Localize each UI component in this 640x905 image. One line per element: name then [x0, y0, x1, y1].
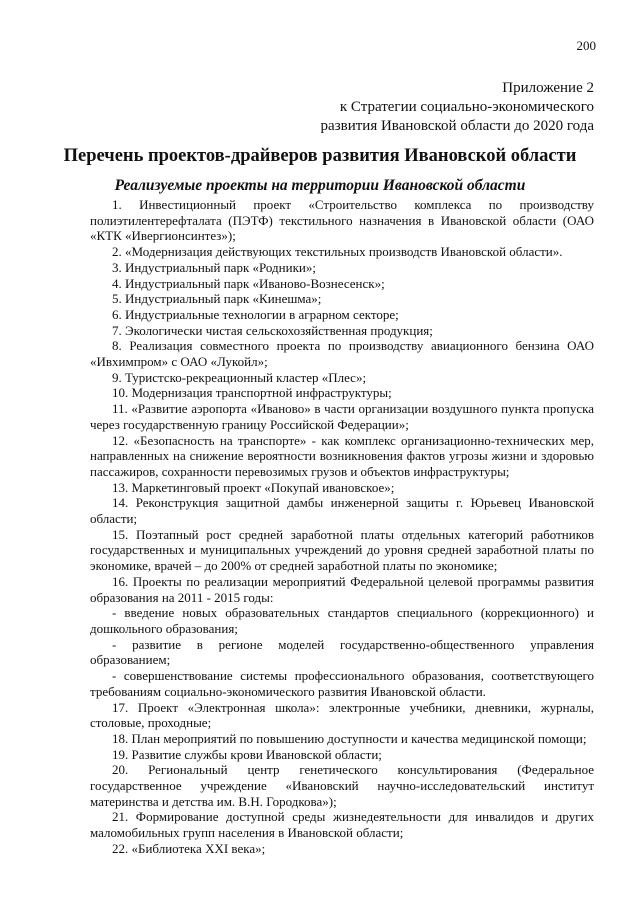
list-item: 1. Инвестиционный проект «Строительство комплекса по производству полиэтилентерефталата (ПЭТФ) текстильного назначения в Ивановской области (ОАО «КТК «Ивергионсинтез»); — [90, 197, 594, 244]
list-item: - развитие в регионе моделей государственно-общественного управления образованием; — [90, 636, 594, 668]
list-item: 12. «Безопасность на транспорте» - как комплекс организационно-технических мер, направленных на снижение вероятности возникновения фактов угрозы жизни и здоровью пассажиров, сохранности перевозимых грузов и объектов инфраструктуры; — [90, 432, 594, 479]
page-number: 200 — [576, 38, 596, 53]
list-item: 14. Реконструкция защитной дамбы инженерной защиты г. Юрьевец Ивановской области; — [90, 495, 594, 527]
list-item: 7. Экологически чистая сельскохозяйственная продукция; — [112, 322, 433, 338]
list-item: 4. Индустриальный парк «Иваново-Вознесенск»; — [112, 275, 385, 291]
document-title: Перечень проектов-драйверов развития Ивановской области — [63, 146, 577, 166]
list-item: 20. Региональный центр генетического консультирования (Федеральное государственное учреждение «Ивановский научно-исследовательский институт материнства и детства им. В.Н. Городкова»); — [90, 762, 594, 809]
list-item: 11. «Развитие аэропорта «Иваново» в части организации воздушного пункта пропуска через государственную границу Российской Федерации»; — [90, 401, 594, 432]
list-item: 22. «Библиотека XXI века»; — [112, 840, 266, 856]
list-item: 18. План мероприятий по повышению доступности и качества медицинской помощи; — [112, 730, 587, 746]
list-item: 2. «Модернизация действующих текстильных производств Ивановской области». — [112, 244, 563, 260]
list-item: 21. Формирование доступной среды жизнедеятельности для инвалидов и других маломобильных групп населения в Ивановской области; — [90, 809, 594, 841]
appendix-line-2: к Стратегии социально-экономического — [339, 99, 594, 115]
list-item: 8. Реализация совместного проекта по производству авиационного бензина ОАО «Ивхимпром» с ОАО «Лукойл»; — [90, 338, 594, 370]
appendix-line-1: Приложение 2 — [502, 80, 594, 96]
list-item: 13. Маркетинговый проект «Покупай ивановское»; — [112, 479, 395, 495]
list-item: 15. Поэтапный рост средней заработной платы отдельных категорий работников государственных и муниципальных учреждений до уровня средней заработной платы по экономике, врачей – до 200% от средней заработной платы по экономике; — [90, 526, 594, 574]
list-item: 9. Туристско-рекреационный кластер «Плес»; — [112, 369, 367, 385]
list-item: - совершенствование системы профессионального образования, соответствующего требованиям социально-экономического развития Ивановской области. — [90, 668, 594, 699]
list-item: 17. Проект «Электронная школа»: электронные учебники, дневники, журналы, столовые, проходные; — [90, 699, 594, 731]
appendix-line-3: развития Ивановской области до 2020 года — [320, 118, 594, 134]
list-item: 19. Развитие службы крови Ивановской области; — [112, 746, 382, 762]
section-subtitle: Реализуемые проекты на территории Ивановской области — [114, 177, 526, 194]
list-item: 6. Индустриальные технологии в аграрном секторе; — [112, 306, 399, 322]
list-item: - введение новых образовательных стандартов специального (коррекционного) и дошкольного образования; — [90, 605, 594, 636]
appendix-header — [321, 79, 594, 136]
list-item: 10. Модернизация транспортной инфраструктуры; — [112, 385, 392, 401]
projects-list — [90, 197, 594, 857]
list-item: 3. Индустриальный парк «Родники»; — [112, 259, 316, 275]
list-item: 16. Проекты по реализации мероприятий Федеральной целевой программы развития образования на 2011 - 2015 годы: — [90, 573, 594, 605]
list-item: 5. Индустриальный парк «Кинешма»; — [112, 291, 322, 307]
